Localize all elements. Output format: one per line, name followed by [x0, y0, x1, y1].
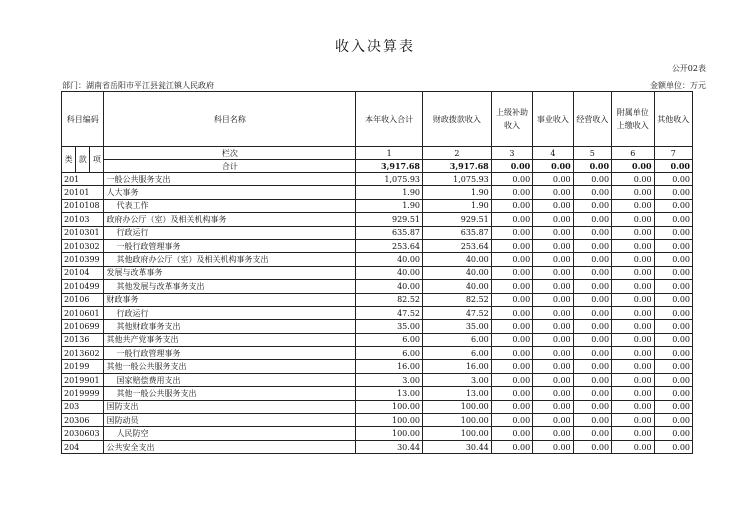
amount-cell: 100.00	[423, 427, 492, 440]
table-row	[62, 173, 693, 186]
amount-cell: 635.87	[356, 226, 423, 239]
subject-code-cell: 2010499	[62, 280, 104, 293]
column-number: 5	[573, 147, 611, 160]
amount-cell: 0.00	[612, 320, 654, 333]
column-number: 1	[356, 147, 423, 160]
subject-code-cell: 2010108	[62, 199, 104, 212]
amount-cell: 0.00	[573, 199, 611, 212]
amount-cell: 0.00	[612, 226, 654, 239]
amount-cell: 0.00	[533, 213, 573, 226]
header-subject-code: 科目编码	[62, 92, 104, 147]
amount-cell: 0.00	[654, 199, 692, 212]
column-number: 2	[423, 147, 492, 160]
subject-name-cell: 人民防空	[104, 427, 356, 440]
amount-cell: 35.00	[423, 320, 492, 333]
amount-cell: 13.00	[423, 387, 492, 400]
header-item: 项	[90, 147, 104, 173]
header-total-income: 本年收入合计	[356, 92, 423, 147]
amount-cell: 0.00	[491, 253, 532, 266]
subject-code-cell: 2013602	[62, 347, 104, 360]
amount-cell: 30.44	[423, 440, 492, 453]
subject-name-cell: 人大事务	[104, 186, 356, 199]
amount-cell: 0.00	[573, 253, 611, 266]
table-row	[62, 400, 693, 413]
amount-cell: 0.00	[573, 186, 611, 199]
subject-name-cell: 一般行政管理事务	[104, 239, 356, 252]
amount-cell: 0.00	[612, 400, 654, 413]
header-upper-subsidy: 上级补助收入	[491, 92, 532, 147]
amount-cell: 0.00	[491, 360, 532, 373]
table-row	[62, 253, 693, 266]
amount-cell: 1.90	[356, 199, 423, 212]
subject-code-cell: 2030603	[62, 427, 104, 440]
total-value: 0.00	[573, 160, 611, 173]
amount-cell: 0.00	[491, 414, 532, 427]
table-row	[62, 239, 693, 252]
amount-cell: 3.00	[356, 373, 423, 386]
header-subject-name: 科目名称	[104, 92, 356, 147]
amount-cell: 0.00	[654, 186, 692, 199]
amount-cell: 0.00	[491, 239, 532, 252]
amount-cell: 0.00	[612, 239, 654, 252]
amount-cell: 0.00	[491, 213, 532, 226]
amount-cell: 0.00	[533, 414, 573, 427]
total-value: 3,917.68	[356, 160, 423, 173]
amount-cell: 0.00	[573, 333, 611, 346]
amount-cell: 0.00	[654, 253, 692, 266]
amount-cell: 0.00	[612, 373, 654, 386]
amount-cell: 6.00	[423, 347, 492, 360]
subject-name-cell: 公共安全支出	[104, 440, 356, 453]
amount-cell: 13.00	[356, 387, 423, 400]
subject-code-cell: 20103	[62, 213, 104, 226]
subject-name-cell: 其他发展与改革事务支出	[104, 280, 356, 293]
subject-name-cell: 一般公共服务支出	[104, 173, 356, 186]
amount-cell: 0.00	[573, 173, 611, 186]
subject-code-cell: 201	[62, 173, 104, 186]
table-row	[62, 440, 693, 453]
subject-name-cell: 国防动员	[104, 414, 356, 427]
header-class: 类	[62, 147, 76, 173]
amount-cell: 0.00	[533, 199, 573, 212]
amount-cell: 1.90	[423, 186, 492, 199]
amount-cell: 0.00	[533, 427, 573, 440]
subject-name-cell: 行政运行	[104, 306, 356, 319]
subject-name-cell: 行政运行	[104, 226, 356, 239]
subject-name-cell: 发展与改革事务	[104, 266, 356, 279]
table-row	[62, 226, 693, 239]
table-row	[62, 186, 693, 199]
amount-cell: 0.00	[573, 280, 611, 293]
amount-cell: 100.00	[356, 414, 423, 427]
amount-cell: 1.90	[356, 186, 423, 199]
amount-cell: 0.00	[491, 293, 532, 306]
amount-cell: 0.00	[654, 347, 692, 360]
amount-cell: 0.00	[654, 320, 692, 333]
amount-cell: 0.00	[491, 306, 532, 319]
amount-cell: 0.00	[612, 199, 654, 212]
amount-cell: 0.00	[533, 400, 573, 413]
amount-cell: 0.00	[573, 239, 611, 252]
amount-cell: 0.00	[612, 427, 654, 440]
total-value: 0.00	[491, 160, 532, 173]
amount-cell: 1,075.93	[423, 173, 492, 186]
amount-cell: 0.00	[533, 186, 573, 199]
amount-cell: 0.00	[533, 253, 573, 266]
amount-cell: 30.44	[356, 440, 423, 453]
amount-cell: 0.00	[533, 333, 573, 346]
amount-cell: 40.00	[423, 266, 492, 279]
subject-code-cell: 20104	[62, 266, 104, 279]
amount-cell: 0.00	[573, 320, 611, 333]
amount-cell: 0.00	[573, 373, 611, 386]
amount-cell: 35.00	[356, 320, 423, 333]
amount-cell: 929.51	[356, 213, 423, 226]
amount-cell: 0.00	[533, 360, 573, 373]
amount-cell: 0.00	[533, 293, 573, 306]
header-business-income: 事业收入	[533, 92, 573, 147]
table-row	[62, 280, 693, 293]
amount-cell: 0.00	[573, 440, 611, 453]
column-number: 4	[533, 147, 573, 160]
amount-cell: 16.00	[356, 360, 423, 373]
amount-cell: 0.00	[654, 427, 692, 440]
table-row	[62, 360, 693, 373]
amount-cell: 0.00	[612, 173, 654, 186]
column-number: 3	[491, 147, 532, 160]
subject-code-cell: 203	[62, 400, 104, 413]
amount-cell: 40.00	[356, 280, 423, 293]
subject-name-cell: 其他政府办公厅（室）及相关机构事务支出	[104, 253, 356, 266]
amount-cell: 0.00	[533, 347, 573, 360]
header-fiscal-income: 财政拨款收入	[423, 92, 492, 147]
amount-cell: 0.00	[533, 280, 573, 293]
amount-cell: 0.00	[654, 239, 692, 252]
subject-code-cell: 204	[62, 440, 104, 453]
subject-code-cell: 20106	[62, 293, 104, 306]
amount-cell: 0.00	[573, 427, 611, 440]
amount-cell: 0.00	[612, 387, 654, 400]
amount-cell: 253.64	[423, 239, 492, 252]
subject-name-cell: 一般行政管理事务	[104, 347, 356, 360]
subject-name-cell: 政府办公厅（室）及相关机构事务	[104, 213, 356, 226]
amount-cell: 0.00	[533, 266, 573, 279]
amount-cell: 100.00	[423, 400, 492, 413]
header-section: 款	[76, 147, 90, 173]
amount-cell: 0.00	[654, 440, 692, 453]
amount-cell: 0.00	[573, 213, 611, 226]
form-code: 公开02表	[671, 64, 706, 73]
income-final-accounts-table	[61, 91, 693, 454]
amount-cell: 0.00	[491, 373, 532, 386]
amount-cell: 0.00	[654, 280, 692, 293]
column-number-label: 栏次	[104, 147, 356, 160]
table-row	[62, 347, 693, 360]
amount-cell: 0.00	[491, 226, 532, 239]
amount-cell: 0.00	[654, 293, 692, 306]
header-affiliated-income: 附属单位上缴收入	[612, 92, 654, 147]
amount-cell: 0.00	[573, 400, 611, 413]
amount-cell: 0.00	[491, 199, 532, 212]
header-operating-income: 经营收入	[573, 92, 611, 147]
amount-cell: 0.00	[573, 266, 611, 279]
amount-cell: 0.00	[612, 266, 654, 279]
amount-cell: 6.00	[356, 333, 423, 346]
amount-cell: 0.00	[491, 266, 532, 279]
amount-cell: 47.52	[356, 306, 423, 319]
table-row	[62, 199, 693, 212]
table-row	[62, 373, 693, 386]
amount-cell: 0.00	[573, 347, 611, 360]
table-row	[62, 387, 693, 400]
amount-cell: 0.00	[491, 427, 532, 440]
column-number: 6	[612, 147, 654, 160]
amount-cell: 0.00	[573, 414, 611, 427]
amount-cell: 3.00	[423, 373, 492, 386]
subject-code-cell: 20306	[62, 414, 104, 427]
amount-cell: 0.00	[654, 266, 692, 279]
amount-cell: 40.00	[423, 253, 492, 266]
amount-cell: 929.51	[423, 213, 492, 226]
amount-cell: 0.00	[491, 400, 532, 413]
amount-cell: 0.00	[654, 226, 692, 239]
subject-code-cell: 20136	[62, 333, 104, 346]
amount-cell: 0.00	[654, 414, 692, 427]
amount-cell: 0.00	[654, 333, 692, 346]
total-value: 0.00	[654, 160, 692, 173]
total-label: 合计	[104, 160, 356, 173]
subject-code-cell: 2010301	[62, 226, 104, 239]
amount-cell: 635.87	[423, 226, 492, 239]
total-value: 0.00	[612, 160, 654, 173]
amount-cell: 1.90	[423, 199, 492, 212]
page-title: 收入决算表	[335, 39, 415, 55]
subject-code-cell: 2010699	[62, 320, 104, 333]
table-row	[62, 266, 693, 279]
amount-cell: 0.00	[573, 306, 611, 319]
subject-name-cell: 代表工作	[104, 199, 356, 212]
subject-name-cell: 其他一般公共服务支出	[104, 360, 356, 373]
amount-cell: 0.00	[612, 306, 654, 319]
amount-cell: 6.00	[356, 347, 423, 360]
amount-cell: 0.00	[573, 360, 611, 373]
subject-name-cell: 其他共产党事务支出	[104, 333, 356, 346]
amount-cell: 0.00	[491, 173, 532, 186]
subject-code-cell: 20101	[62, 186, 104, 199]
subject-code-cell: 2019999	[62, 387, 104, 400]
subject-code-cell: 2010399	[62, 253, 104, 266]
table-row	[62, 320, 693, 333]
amount-cell: 0.00	[654, 387, 692, 400]
amount-cell: 253.64	[356, 239, 423, 252]
department-label: 部门：湖南省岳阳市平江县瓮江镇人民政府	[62, 81, 214, 90]
amount-cell: 0.00	[612, 293, 654, 306]
amount-cell: 0.00	[533, 387, 573, 400]
total-value: 0.00	[533, 160, 573, 173]
amount-cell: 0.00	[654, 360, 692, 373]
subject-name-cell: 其他一般公共服务支出	[104, 387, 356, 400]
amount-cell: 82.52	[356, 293, 423, 306]
amount-cell: 1,075.93	[356, 173, 423, 186]
amount-cell: 40.00	[356, 266, 423, 279]
header-other-income: 其他收入	[654, 92, 692, 147]
amount-cell: 0.00	[612, 280, 654, 293]
amount-cell: 0.00	[612, 360, 654, 373]
amount-cell: 0.00	[533, 373, 573, 386]
amount-cell: 0.00	[491, 387, 532, 400]
amount-cell: 0.00	[654, 400, 692, 413]
amount-cell: 0.00	[533, 306, 573, 319]
amount-cell: 0.00	[491, 440, 532, 453]
amount-cell: 6.00	[423, 333, 492, 346]
subject-name-cell: 财政事务	[104, 293, 356, 306]
amount-cell: 0.00	[612, 253, 654, 266]
total-value: 3,917.68	[423, 160, 492, 173]
amount-cell: 0.00	[612, 213, 654, 226]
amount-cell: 0.00	[533, 239, 573, 252]
amount-cell: 0.00	[491, 347, 532, 360]
amount-cell: 0.00	[533, 173, 573, 186]
amount-cell: 0.00	[491, 320, 532, 333]
column-number: 7	[654, 147, 692, 160]
amount-cell: 0.00	[573, 293, 611, 306]
subject-code-cell: 2010302	[62, 239, 104, 252]
amount-cell: 47.52	[423, 306, 492, 319]
amount-cell: 82.52	[423, 293, 492, 306]
subject-code-cell: 2019901	[62, 373, 104, 386]
amount-cell: 0.00	[654, 306, 692, 319]
amount-cell: 0.00	[612, 414, 654, 427]
table-row	[62, 306, 693, 319]
amount-cell: 100.00	[356, 427, 423, 440]
amount-cell: 100.00	[356, 400, 423, 413]
amount-cell: 0.00	[612, 186, 654, 199]
amount-cell: 0.00	[491, 186, 532, 199]
amount-cell: 0.00	[654, 173, 692, 186]
amount-cell: 40.00	[356, 253, 423, 266]
amount-cell: 16.00	[423, 360, 492, 373]
amount-cell: 0.00	[654, 373, 692, 386]
table-row	[62, 414, 693, 427]
amount-cell: 0.00	[491, 280, 532, 293]
amount-unit-label: 金额单位：万元	[650, 81, 706, 90]
amount-cell: 0.00	[533, 440, 573, 453]
amount-cell: 0.00	[573, 387, 611, 400]
subject-name-cell: 国防支出	[104, 400, 356, 413]
table-row	[62, 213, 693, 226]
amount-cell: 0.00	[491, 333, 532, 346]
table-row	[62, 293, 693, 306]
table-row	[62, 333, 693, 346]
amount-cell: 40.00	[423, 280, 492, 293]
amount-cell: 0.00	[612, 347, 654, 360]
table-row	[62, 427, 693, 440]
subject-name-cell: 其他财政事务支出	[104, 320, 356, 333]
total-row	[62, 160, 693, 173]
amount-cell: 0.00	[654, 213, 692, 226]
subject-code-cell: 2010601	[62, 306, 104, 319]
amount-cell: 0.00	[533, 226, 573, 239]
subject-code-cell: 20199	[62, 360, 104, 373]
amount-cell: 0.00	[533, 320, 573, 333]
subject-name-cell: 国家赔偿费用支出	[104, 373, 356, 386]
amount-cell: 0.00	[573, 226, 611, 239]
amount-cell: 0.00	[612, 333, 654, 346]
amount-cell: 0.00	[612, 440, 654, 453]
amount-cell: 100.00	[423, 414, 492, 427]
